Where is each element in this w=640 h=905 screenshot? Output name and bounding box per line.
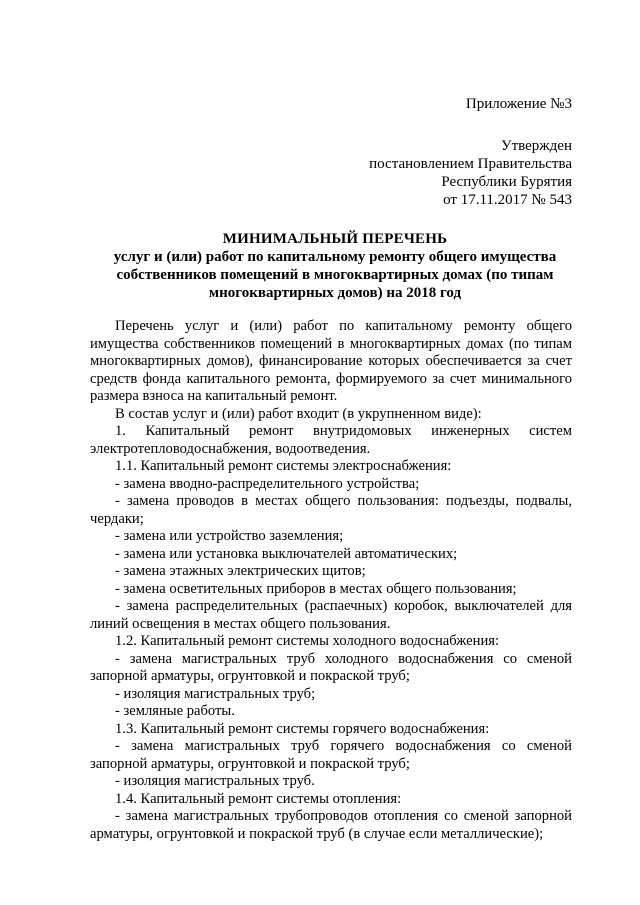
body-paragraph: Перечень услуг и (или) работ по капитальному ремонту общего имущества собственников помещений в многоквартирных домах (по типам многоквартирных домов), финансирование которых обеспечивается за счет средств фонда капитального ремонта, формируемого за счет минимального размера взноса на капитальный ремонт.: [90, 318, 572, 404]
approval-line: постановлением Правительства: [369, 156, 572, 172]
list-item: - замена этажных электрических щитов;: [115, 563, 366, 579]
section-heading: 1.1. Капитальный ремонт системы электроснабжения:: [115, 458, 452, 474]
list-item: - замена вводно-распределительного устройства;: [115, 475, 420, 492]
section-heading: 1.4. Капитальный ремонт системы отопления:: [115, 790, 402, 807]
list-item: - изоляция магистральных труб;: [115, 685, 316, 702]
annex-label: [466, 95, 572, 113]
annex-text: Приложение №3: [465, 96, 572, 112]
list-item: - замена магистральных трубопроводов отопления со сменой запорной арматуры, огрунтовкой и покраской труб (в случае если металлические);: [90, 808, 572, 842]
list-item: - земляные работы.: [115, 703, 235, 719]
title-heading: МИНИМАЛЬНЫЙ ПЕРЕЧЕНЬ: [222, 231, 448, 247]
list-item: - замена магистральных труб холодного водоснабжения со сменой запорной арматуры, огрунтовкой и покраской труб;: [90, 650, 572, 684]
list-item: - замена осветительных приборов в местах общего пользования;: [115, 580, 517, 597]
section-heading: 1.3. Капитальный ремонт системы горячего водоснабжения:: [115, 720, 490, 737]
list-item: - замена магистральных труб горячего водоснабжения со сменой запорной арматуры, огрунтовкой и покраской труб;: [90, 738, 572, 772]
body-paragraph: 1. Капитальный ремонт внутридомовых инженерных систем электротепловодоснабжения, водоотведения.: [90, 423, 572, 457]
list-item: - замена распределительных (распаечных) коробок, выключателей для линий освещения в местах общего пользования.: [90, 598, 572, 632]
section-heading: 1.2. Капитальный ремонт системы холодного водоснабжения:: [115, 633, 500, 649]
body-paragraph: В состав услуг и (или) работ входит (в укрупненном виде):: [115, 405, 482, 422]
title-line: многоквартирных домов) на 2018 год: [208, 285, 462, 301]
document-title: [90, 230, 580, 302]
list-item: - изоляция магистральных труб.: [115, 773, 315, 789]
title-line: собственников помещений в многоквартирных домах (по типам: [116, 267, 554, 283]
title-line: услуг и (или) работ по капитальному ремонту общего имущества: [113, 249, 557, 265]
document-body: [90, 318, 572, 843]
approval-line: Утвержден: [500, 138, 572, 154]
approval-stamp: [369, 137, 572, 209]
approval-line: от 17.11.2017 № 543: [443, 192, 572, 208]
list-item: - замена проводов в местах общего пользования: подъезды, подвалы, чердаки;: [90, 493, 572, 527]
list-item: - замена или установка выключателей автоматических;: [115, 545, 458, 562]
list-item: - замена или устройство заземления;: [115, 528, 344, 544]
approval-line: Республики Бурятия: [441, 174, 572, 190]
